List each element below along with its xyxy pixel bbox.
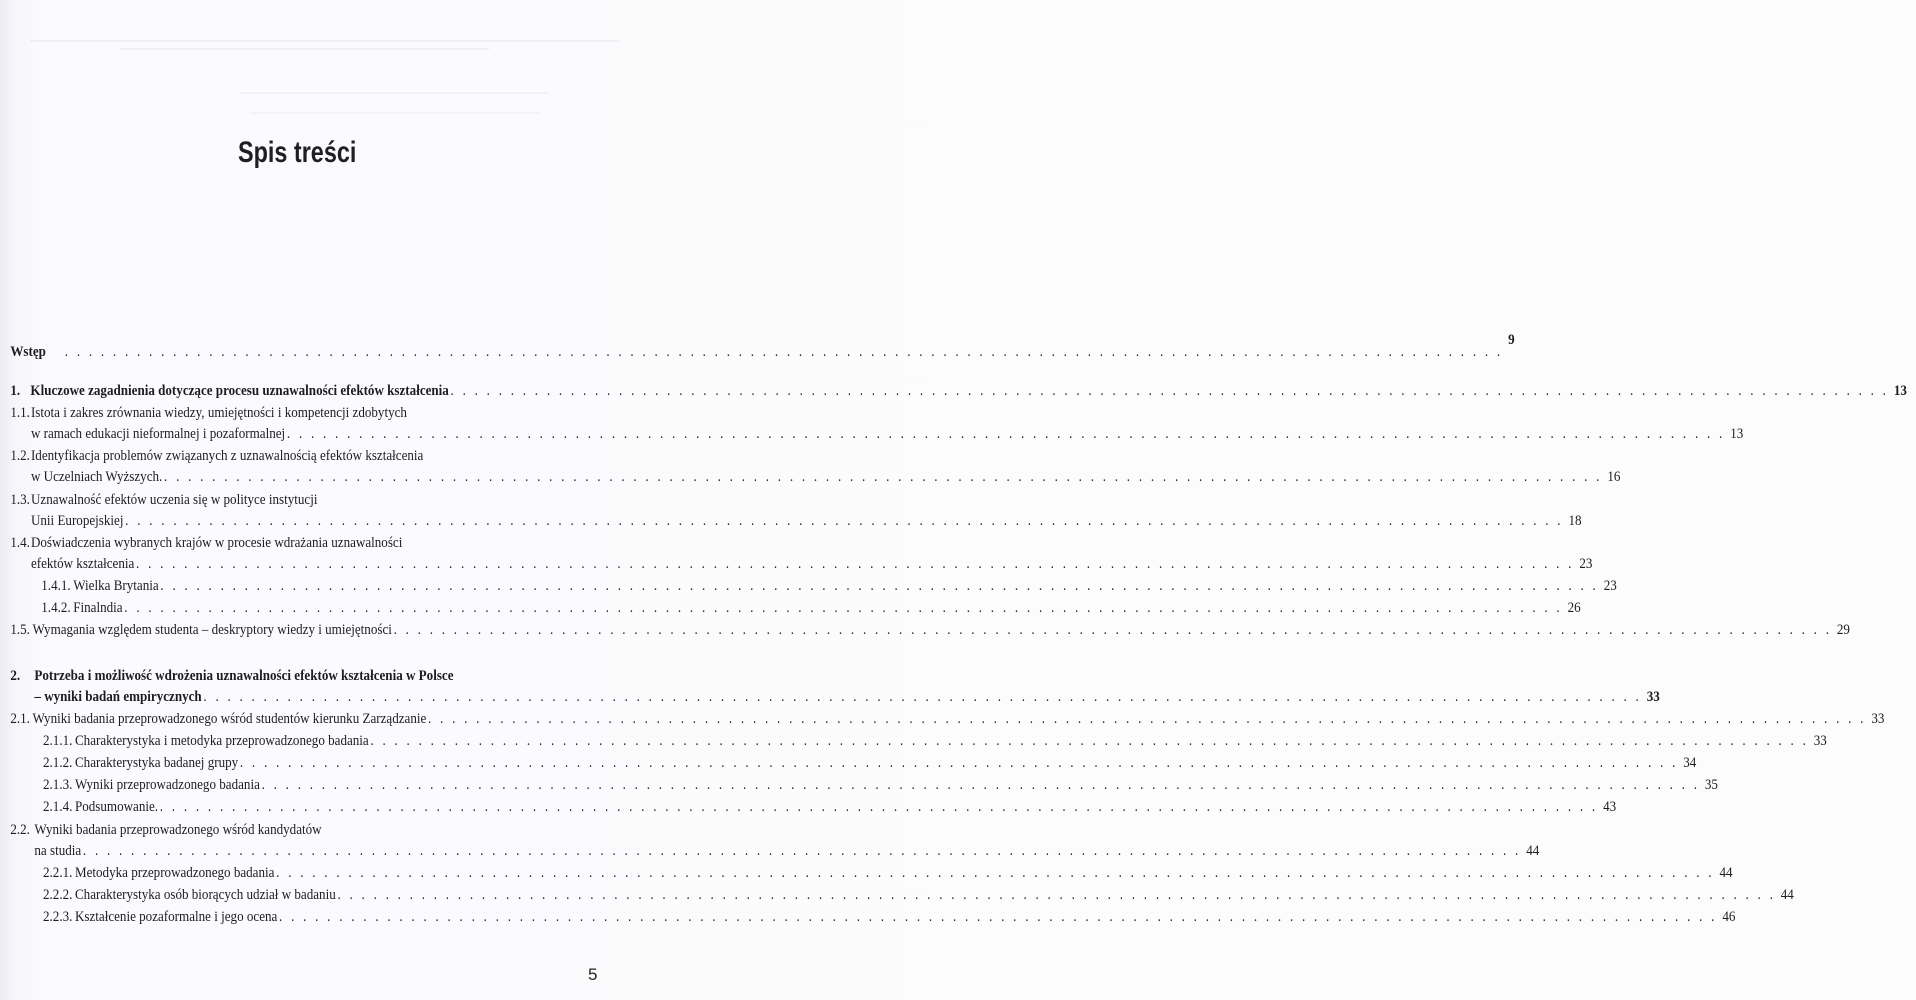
dot-leader: . . . . . . . . . . . . . . . . . . . . . . . . . . . . . . . . . . . . . . . . . . . . . . . . . . . . . . . . . . . . . . . . . . . . . . . . . . . . . . . . . . . . . . . . . . . . . . . . . . . . . . . . . . . . . . . . . . . . . . . . — [393, 621, 1832, 638]
dot-leader: . . . . . . . . . . . . . . . . . . . . . . . . . . . . . . . . . . . . . . . . . . . . . . . . . . . . . . . . . . . . . . . . . . . . . . . . . . . . . . . . . . . . . . . . . . . . . . . . . . . . . . . . . . . . . . . . . . . . . . . . — [159, 798, 1598, 815]
bleed-through-line — [250, 112, 539, 114]
toc-entry-title: Kluczowe zagadnienia dotyczące procesu uznawalności efektów kształcenia — [30, 382, 449, 399]
toc-entry-title: Wyniki badania przeprowadzonego wśród studentów kierunku Zarządzanie — [32, 710, 427, 727]
toc-entry-page: 9 — [1508, 331, 1515, 348]
toc-entry-title: w ramach edukacji nieformalnej i pozaformalnej — [30, 425, 286, 442]
toc-entry-page: 35 — [1704, 776, 1718, 793]
toc-entry-title: Podsumowanie. — [74, 798, 159, 815]
toc-entry-page: 46 — [1722, 908, 1736, 925]
toc-entry-number: 2.2. — [10, 821, 30, 838]
toc-entry-number: 1. — [10, 382, 21, 399]
toc-entry-page: 33 — [1813, 732, 1827, 749]
dot-leader: . . . . . . . . . . . . . . . . . . . . . . . . . . . . . . . . . . . . . . . . . . . . . . . . . . . . . . . . . . . . . . . . . . . . . . . . . . . . . . . . . . . . . . . . . . . . . . . . . . . . . . . . . . . . . . . . . . . . . . . . — [125, 512, 1564, 529]
toc-entry-number: 1.4.2. — [41, 599, 71, 616]
toc-entry-page: 23 — [1579, 555, 1593, 572]
dot-leader: . . . . . . . . . . . . . . . . . . . . . . . . . . . . . . . . . . . . . . . . . . . . . . . . . . . . . . . . . . . . . . . . . . . . . . . . . . . . . . . . . . . . . . . . . . . . . . . . . . . . . . . . . . . . . . . . . . . . . . . . — [124, 599, 1563, 616]
dot-leader: . . . . . . . . . . . . . . . . . . . . . . . . . . . . . . . . . . . . . . . . . . . . . . . . . . . . . . . . . . . . . . . . . . . . . . . . . . . . . . . . . . . . . . . . . . . . . . . . . . . . . . . . . . . . . . . . . . . . . . . . — [136, 555, 1575, 572]
bleed-through-line — [240, 92, 549, 94]
toc-entry-number: 1.5. — [10, 621, 30, 638]
dot-leader: . . . . . . . . . . . . . . . . . . . . . . . . . . . . . . . . . . . . . . . . . . . . . . . . . . . . . . . . . . . . . . . . . . . . . . . . . . . . . . . . . . . . . . . . . . . . . . . . . . . . . . . . . . . . . . . . . . . . . . . . — [286, 425, 1726, 442]
toc-entry-number: 1.4.1. — [41, 577, 71, 594]
toc-entry-title-line: Istota i zakres zrównania wiedzy, umiejętności i kompetencji zdobytych — [30, 404, 407, 421]
dot-leader: . . . . . . . . . . . . . . . . . . . . . . . . . . . . . . . . . . . . . . . . . . . . . . . . . . . . . . . . . . . . . . . . . . . . . . . . . . . . . . . . . . . . . . . . . . . . . . . . . . . . . . . . . . . . . . . . . . . . . . . . — [160, 577, 1599, 594]
toc-entry-title: – wyniki badań empirycznych — [34, 688, 202, 705]
toc-entry-title-line: Uznawalność efektów uczenia się w polityce instytucji — [30, 491, 318, 508]
toc-entry-number: 2.2.2. — [43, 886, 73, 903]
toc-entry-title: efektów kształcenia — [30, 555, 135, 572]
toc-entry-page: 16 — [1607, 468, 1621, 485]
dot-leader: . . . . . . . . . . . . . . . . . . . . . . . . . . . . . . . . . . . . . . . . . . . . . . . . . . . . . . . . . . . . . . . . . . . . . . . . . . . . . . . . . . . . . . . . . . . . . . . . . . . . . . . . . . . . . . . . . . . . . . . . — [164, 468, 1603, 485]
toc-entry-page: 34 — [1683, 754, 1697, 771]
toc-entry-number: 2.1.2. — [43, 754, 73, 771]
toc-entry-title-line: Wyniki badania przeprowadzonego wśród kandydatów — [34, 821, 322, 838]
dot-leader: . . . . . . . . . . . . . . . . . . . . . . . . . . . . . . . . . . . . . . . . . . . . . . . . . . . . . . . . . . . . . . . . . . . . . . . . . . . . . . . . . . . . . . . . . . . . . . . . . . . . . . . . . . . . . . . . . . . . . . . . — [428, 710, 1867, 727]
toc-entry-page: 18 — [1568, 512, 1582, 529]
toc-entry-number: 1.3. — [10, 491, 30, 508]
dot-leader: . . . . . . . . . . . . . . . . . . . . . . . . . . . . . . . . . . . . . . . . . . . . . . . . . . . . . . . . . . . . . . . . . . . . . . . . . . . . . . . . . . . . . . . . . . . . . . . . . . . . . . . . . . . . . . . . . . . . . . . . — [337, 886, 1776, 903]
toc-entry-title-line: Doświadczenia wybranych krajów w procesie wdrażania uznawalności — [30, 534, 403, 551]
toc-entry-title-line: Identyfikacja problemów związanych z uznawalnością efektów kształcenia — [30, 447, 424, 464]
toc-entry-title: Wyniki przeprowadzonego badania — [74, 776, 260, 793]
bleed-through-line — [30, 40, 619, 42]
toc-entry-title: Wymagania względem studenta – deskryptory wiedzy i umiejętności — [32, 621, 392, 638]
toc-entry-page: 29 — [1836, 621, 1850, 638]
page-title: Spis treści — [237, 136, 357, 169]
toc-entry-number: 1.2. — [10, 447, 30, 464]
toc-entry-title: Charakterystyka osób biorących udział w badaniu — [74, 886, 336, 903]
toc-entry-title-line: Potrzeba i możliwość wdrożenia uznawalności efektów kształcenia w Polsce — [34, 667, 454, 684]
toc-entry-title: Unii Europejskiej — [30, 512, 124, 529]
toc-entry-page: 44 — [1719, 864, 1733, 881]
toc-entry-page: 26 — [1567, 599, 1581, 616]
toc-entry-page: 13 — [1893, 382, 1907, 399]
dot-leader: . . . . . . . . . . . . . . . . . . . . . . . . . . . . . . . . . . . . . . . . . . . . . . . . . . . . . . . . . . . . . . . . . . . . . . . . . . . . . . . . . . . . . . . . . . . . . . . . . . . . . . . . . . . . . . . . . . . . . . . . — [239, 754, 1679, 771]
toc-entry-title: Metodyka przeprowadzonego badania — [74, 864, 275, 881]
toc-entry-page: 33 — [1871, 710, 1885, 727]
toc-entry-number: 1.1. — [10, 404, 30, 421]
toc-entry-number: 1.4. — [10, 534, 30, 551]
dot-leader: . . . . . . . . . . . . . . . . . . . . . . . . . . . . . . . . . . . . . . . . . . . . . . . . . . . . . . . . . . . . . . . . . . . . . . . . . . . . . . . . . . . . . . . . . . . . . . . . . . . . . . . . . . . . . . . . . . . . . . . . — [450, 382, 1889, 399]
toc-entry-number: 2.1.1. — [43, 732, 73, 749]
toc-entry-title: Wielka Brytania — [73, 577, 159, 594]
dot-leader: . . . . . . . . . . . . . . . . . . . . . . . . . . . . . . . . . . . . . . . . . . . . . . . . . . . . . . . . . . . . . . . . . . . . . . . . . . . . . . . . . . . . . . . . . . . . . . . . . . . . . . . . . . . . . . . . . . . . . . . . — [82, 842, 1522, 859]
toc-entry-page: 13 — [1730, 425, 1744, 442]
toc-entry-title: w Uczelniach Wyższych. — [30, 468, 163, 485]
toc-entry-number: 2.1. — [10, 710, 30, 727]
dot-leader: . . . . . . . . . . . . . . . . . . . . . . . . . . . . . . . . . . . . . . . . . . . . . . . . . . . . . . . . . . . . . . . . . . . . . . . . . . . . . . . . . . . . . . . . . . . . . . . . . . . . . . . . . . . . . . . . . . . . . . . . — [276, 864, 1715, 881]
dot-leader: . . . . . . . . . . . . . . . . . . . . . . . . . . . . . . . . . . . . . . . . . . . . . . . . . . . . . . . . . . . . . . . . . . . . . . . . . . . . . . . . . . . . . . . . . . . . . . . . . . . . . . . . . . . . . . . . . . . . . . . . — [370, 732, 1809, 749]
bleed-through-line — [120, 48, 489, 50]
toc-entry-page: 33 — [1646, 688, 1660, 705]
toc-entry-number: 2. — [10, 667, 21, 684]
toc-entry-title: Wstęp — [10, 343, 46, 360]
toc-entry-title: Charakterystyka badanej grupy — [74, 754, 239, 771]
toc-entry-number: 2.1.4. — [43, 798, 73, 815]
toc-entry-page: 43 — [1603, 798, 1617, 815]
toc-entry-number: 2.2.1. — [43, 864, 73, 881]
toc-entry-number: 2.1.3. — [43, 776, 73, 793]
toc-entry-title: Charakterystyka i metodyka przeprowadzonego badania — [74, 732, 369, 749]
dot-leader: . . . . . . . . . . . . . . . . . . . . . . . . . . . . . . . . . . . . . . . . . . . . . . . . . . . . . . . . . . . . . . . . . . . . . . . . . . . . . . . . . . . . . . . . . . . . . . . . . . . . . . . . . . . . . . . . . . . . . . . . — [279, 908, 1718, 925]
toc-entry-number: 2.2.3. — [43, 908, 73, 925]
dot-leader: . . . . . . . . . . . . . . . . . . . . . . . . . . . . . . . . . . . . . . . . . . . . . . . . . . . . . . . . . . . . . . . . . . . . . . . . . . . . . . . . . . . . . . . . . . . . . . . . . . . . . . . . . . . . . . . . . . . . . . . . — [64, 343, 1503, 360]
toc-entry-title: na studia — [34, 842, 82, 859]
toc-entry-page: 23 — [1603, 577, 1617, 594]
toc-entry-page: 44 — [1780, 886, 1794, 903]
dot-leader: . . . . . . . . . . . . . . . . . . . . . . . . . . . . . . . . . . . . . . . . . . . . . . . . . . . . . . . . . . . . . . . . . . . . . . . . . . . . . . . . . . . . . . . . . . . . . . . . . . . . . . . . . . . . . . . . . . . . . . . . — [203, 688, 1642, 705]
dot-leader: . . . . . . . . . . . . . . . . . . . . . . . . . . . . . . . . . . . . . . . . . . . . . . . . . . . . . . . . . . . . . . . . . . . . . . . . . . . . . . . . . . . . . . . . . . . . . . . . . . . . . . . . . . . . . . . . . . . . . . . . — [261, 776, 1700, 793]
toc-entry-title: Finalndia — [73, 599, 123, 616]
toc-entry-title: Kształcenie pozaformalne i jego ocena — [74, 908, 278, 925]
toc-entry-page: 44 — [1526, 842, 1540, 859]
page-number: 5 — [588, 965, 598, 984]
